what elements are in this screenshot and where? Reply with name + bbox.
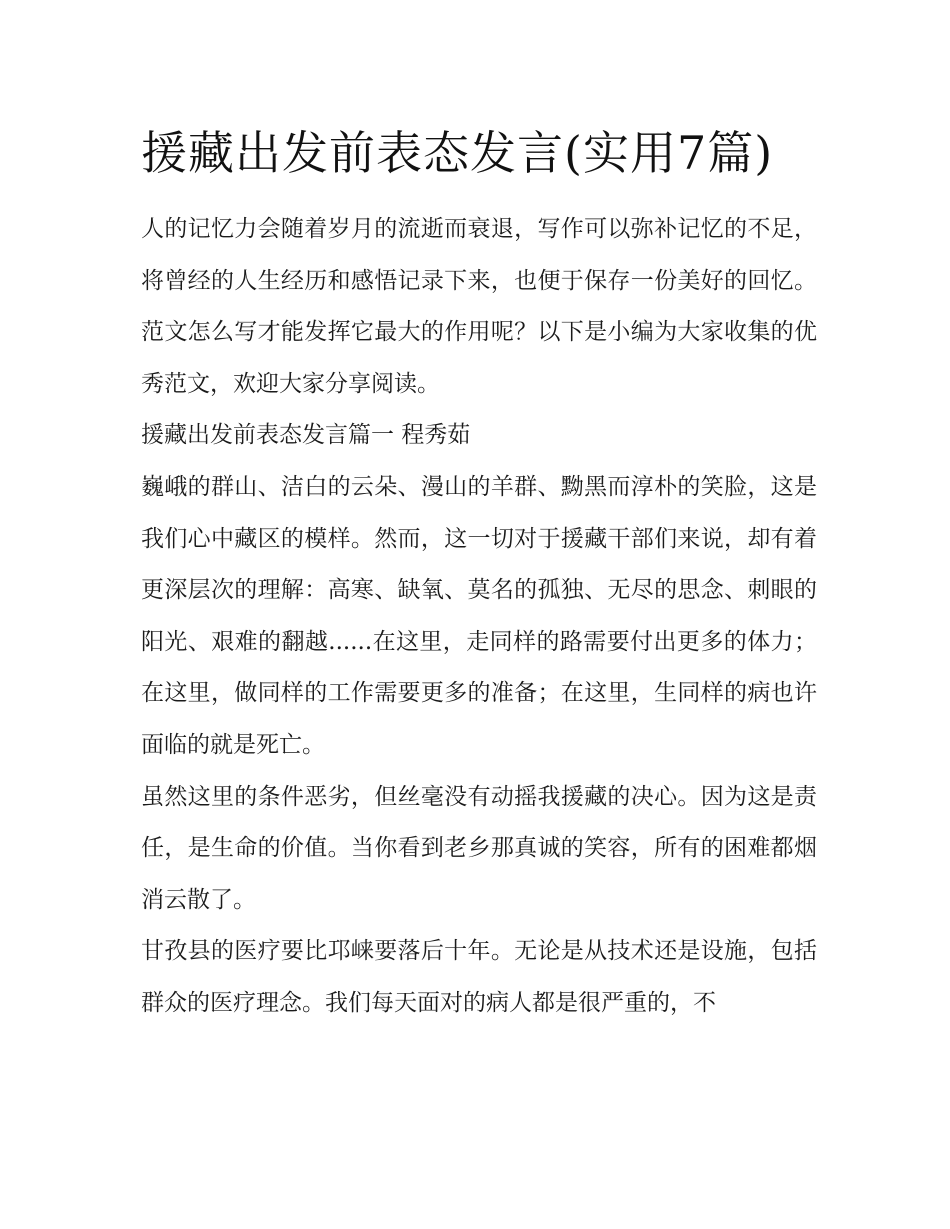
document-content bbox=[141, 113, 817, 1030]
body-paragraph: 甘孜县的医疗要比邛崃要落后十年。无论是从技术还是设施，包括群众的医疗理念。我们每天面对的病人都是很严重的，不 bbox=[141, 938, 817, 1016]
intro-paragraph: 人的记忆力会随着岁月的流逝而衰退，写作可以弥补记忆的不足，将曾经的人生经历和感悟记录下来，也便于保存一份美好的回忆。范文怎么写才能发挥它最大的作用呢？以下是小编为大家收集的优秀范文，欢迎大家分享阅读。 bbox=[141, 216, 817, 397]
section-heading: 援藏出发前表态发言篇一 程秀茹 bbox=[141, 422, 471, 449]
body-paragraph: 巍峨的群山、洁白的云朵、漫山的羊群、黝黑而淳朴的笑脸，这是我们心中藏区的模样。然而，这一切对于援藏干部们来说，却有着更深层次的理解：高寒、缺氧、莫名的孤独、无尽的思念、刺眼的阳光、艰难的翻越......在这里，走同样的路需要付出更多的体力；在这里，做同样的工作需要更多的准备；在这里，生同样的病也许面临的就是死亡。 bbox=[141, 473, 817, 758]
document-title: 援藏出发前表态发言(实用7篇) bbox=[141, 126, 774, 180]
document-body bbox=[141, 204, 817, 1030]
body-paragraph: 虽然这里的条件恶劣，但丝毫没有动摇我援藏的决心。因为这是责任，是生命的价值。当你看到老乡那真诚的笑容，所有的困难都烟消云散了。 bbox=[141, 783, 817, 913]
